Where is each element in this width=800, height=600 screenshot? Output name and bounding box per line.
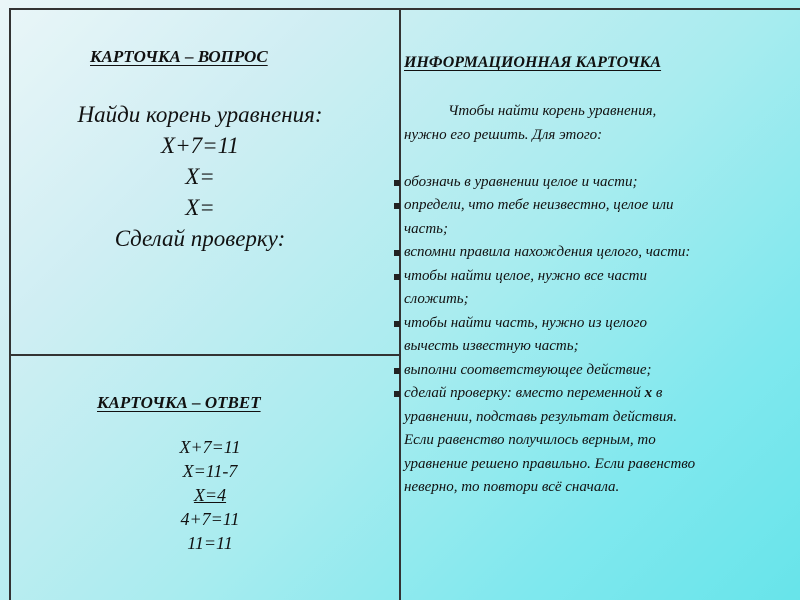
- question-card-body: [30, 99, 370, 254]
- answer-line: 4+7=11: [180, 509, 240, 529]
- answer-line: 11=11: [187, 533, 233, 553]
- info-continuation: вычесть известную часть;: [404, 338, 579, 354]
- square-bullet-icon: [394, 321, 400, 327]
- info-continuation: сложить;: [404, 291, 469, 307]
- table-row-divider: [10, 354, 400, 356]
- table-top-border: [10, 8, 800, 10]
- square-bullet-icon: [394, 368, 400, 374]
- info-tail-line: уравнение решено правильно. Если равенство: [404, 455, 696, 472]
- answer-line: X+7=11: [179, 437, 241, 457]
- question-line: Сделай проверку:: [114, 226, 286, 251]
- info-continuation: уравнении, подставь результат действия.: [404, 408, 678, 425]
- answer-card-title: КАРТОЧКА – ОТВЕТ: [97, 393, 261, 412]
- question-line: X=: [185, 195, 215, 220]
- info-spacer: [392, 147, 788, 171]
- question-line: Найди корень уравнения:: [77, 102, 323, 127]
- question-line: X=: [185, 164, 215, 189]
- info-card-title: ИНФОРМАЦИОННАЯ КАРТОЧКА: [404, 54, 662, 71]
- info-bullet-item: определи, что тебе неизвестно, целое или: [392, 194, 788, 218]
- info-bullet-item: выполни соответствующее действие;: [392, 359, 788, 383]
- square-bullet-icon: [394, 203, 400, 209]
- info-bullet-item: чтобы найти целое, нужно все части: [392, 265, 788, 289]
- answer-card-body: [120, 435, 300, 555]
- info-intro-line: нужно его решить. Для этого:: [404, 126, 603, 143]
- info-tail-line: Если равенство получилось верным, то: [404, 432, 656, 448]
- question-card-title: КАРТОЧКА – ВОПРОС: [90, 47, 268, 66]
- question-line: X+7=11: [161, 133, 239, 158]
- square-bullet-icon: [394, 274, 400, 280]
- info-continuation: часть;: [404, 220, 448, 237]
- info-tail-line: неверно, то повтори всё сначала.: [404, 479, 620, 495]
- answer-line-result: X=4: [193, 485, 227, 505]
- info-card-body: [392, 100, 788, 500]
- answer-line: X=11-7: [182, 461, 238, 481]
- info-bullet-item: вспомни правила нахождения целого, части:: [392, 241, 788, 265]
- square-bullet-icon: [394, 250, 400, 256]
- info-bullet-item: сделай проверку: вместо переменной х в: [392, 382, 788, 406]
- table-left-border: [9, 8, 11, 600]
- variable-x: х: [644, 385, 653, 401]
- square-bullet-icon: [394, 180, 400, 186]
- info-bullet-item: чтобы найти часть, нужно из целого: [392, 312, 788, 336]
- square-bullet-icon: [394, 391, 400, 397]
- info-bullet-item: обозначь в уравнении целое и части;: [392, 171, 788, 195]
- info-intro-line: Чтобы найти корень уравнения,: [448, 103, 657, 119]
